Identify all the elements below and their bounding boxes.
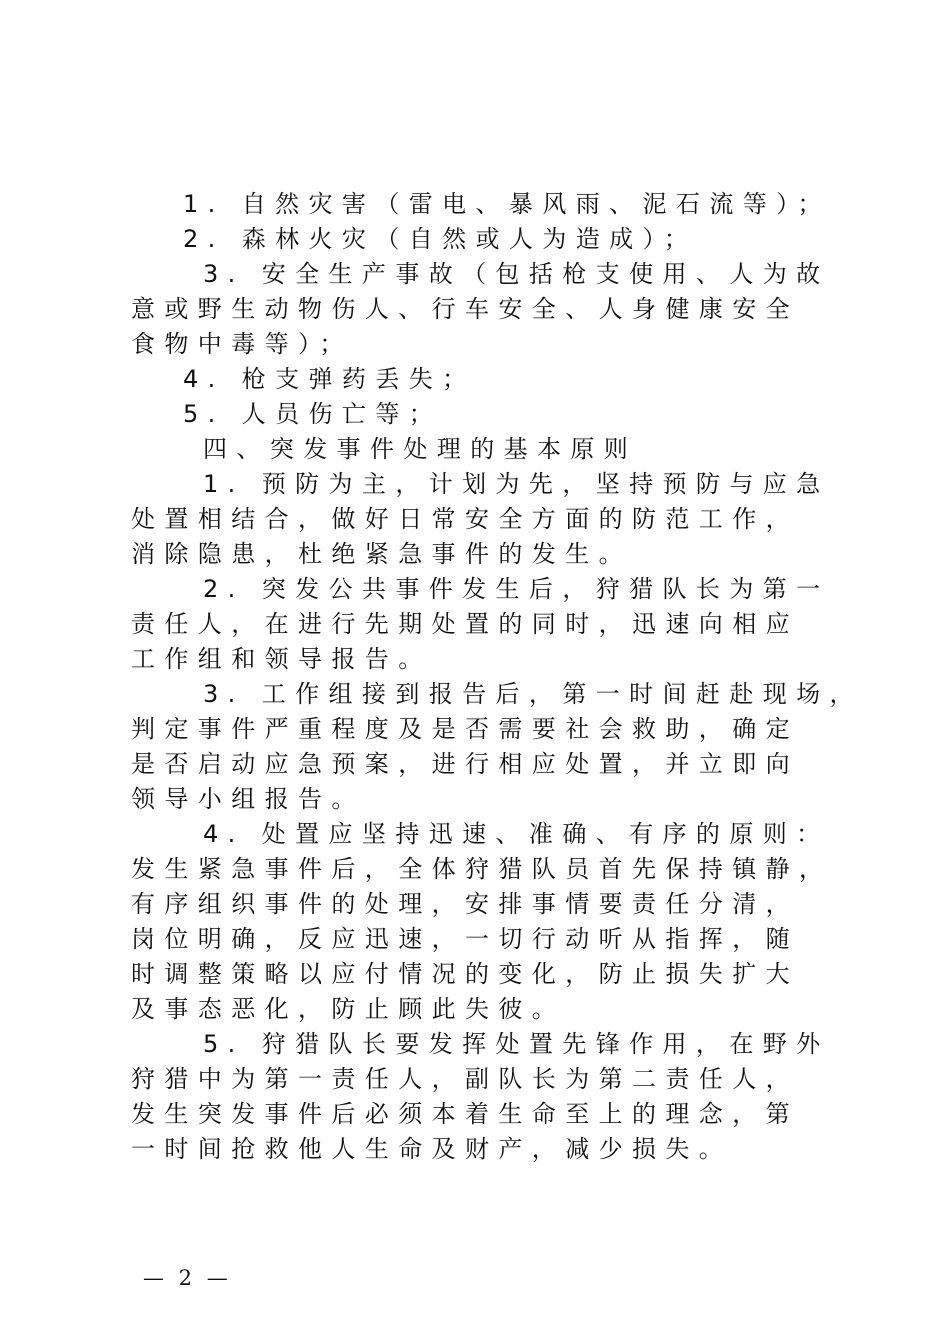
paragraph-line: 发生突发事件后必须本着生命至上的理念，第 xyxy=(131,1100,799,1128)
section-heading: 四、突发事件处理的基本原则 xyxy=(203,435,638,463)
paragraph-line: 是否启动应急预案，进行相应处置，并立即向 xyxy=(131,750,799,778)
paragraph-line: 食物中毒等）； xyxy=(131,330,353,358)
page-number: — 2 — xyxy=(143,1266,232,1290)
paragraph-line: 处置相结合，做好日常安全方面的防范工作， xyxy=(131,505,799,533)
principle-2: 2. 突发公共事件发生后，狩猎队长为第一 xyxy=(203,575,830,603)
paragraph-line: 有序组织事件的处理，安排事情要责任分清， xyxy=(131,890,799,918)
principle-3: 3. 工作组接到报告后，第一时间赶赴现场， xyxy=(203,680,863,708)
paragraph-line: 工作组和领导报告。 xyxy=(131,645,432,673)
list-item-natural-disaster: 1. 自然灾害（雷电、暴风雨、泥石流等）； xyxy=(183,190,831,218)
list-item-casualties: 5. 人员伤亡等； xyxy=(183,400,443,428)
principle-4: 4. 处置应坚持迅速、准确、有序的原则： xyxy=(203,820,830,848)
list-item-safety-accident: 3. 安全生产事故（包括枪支使用、人为故 xyxy=(203,260,830,288)
list-item-firearms-lost: 4. 枪支弹药丢失； xyxy=(183,365,476,393)
paragraph-line: 消除隐患，杜绝紧急事件的发生。 xyxy=(131,540,632,568)
paragraph-line: 岗位明确，反应迅速，一切行动听从指挥，随 xyxy=(131,925,799,953)
paragraph-line: 发生紧急事件后，全体狩猎队员首先保持镇静， xyxy=(131,855,833,883)
paragraph-line: 责任人，在进行先期处置的同时，迅速向相应 xyxy=(131,610,799,638)
list-item-forest-fire: 2. 森林火灾（自然或人为造成）； xyxy=(183,225,698,253)
paragraph-line: 判定事件严重程度及是否需要社会救助，确定 xyxy=(131,715,799,743)
paragraph-line: 一时间抢救他人生命及财产，减少损失。 xyxy=(131,1135,733,1163)
paragraph-line: 狩猎中为第一责任人，副队长为第二责任人， xyxy=(131,1065,799,1093)
principle-5: 5. 狩猎队长要发挥处置先锋作用，在野外 xyxy=(203,1030,830,1058)
paragraph-line: 时调整策略以应付情况的变化，防止损失扩大 xyxy=(131,960,799,988)
paragraph-line: 意或野生动物伤人、行车安全、人身健康安全 xyxy=(131,295,799,323)
paragraph-line: 及事态恶化，防止顾此失彼。 xyxy=(131,995,566,1023)
paragraph-line: 领导小组报告。 xyxy=(131,785,365,813)
principle-1: 1. 预防为主，计划为先，坚持预防与应急 xyxy=(203,470,830,498)
